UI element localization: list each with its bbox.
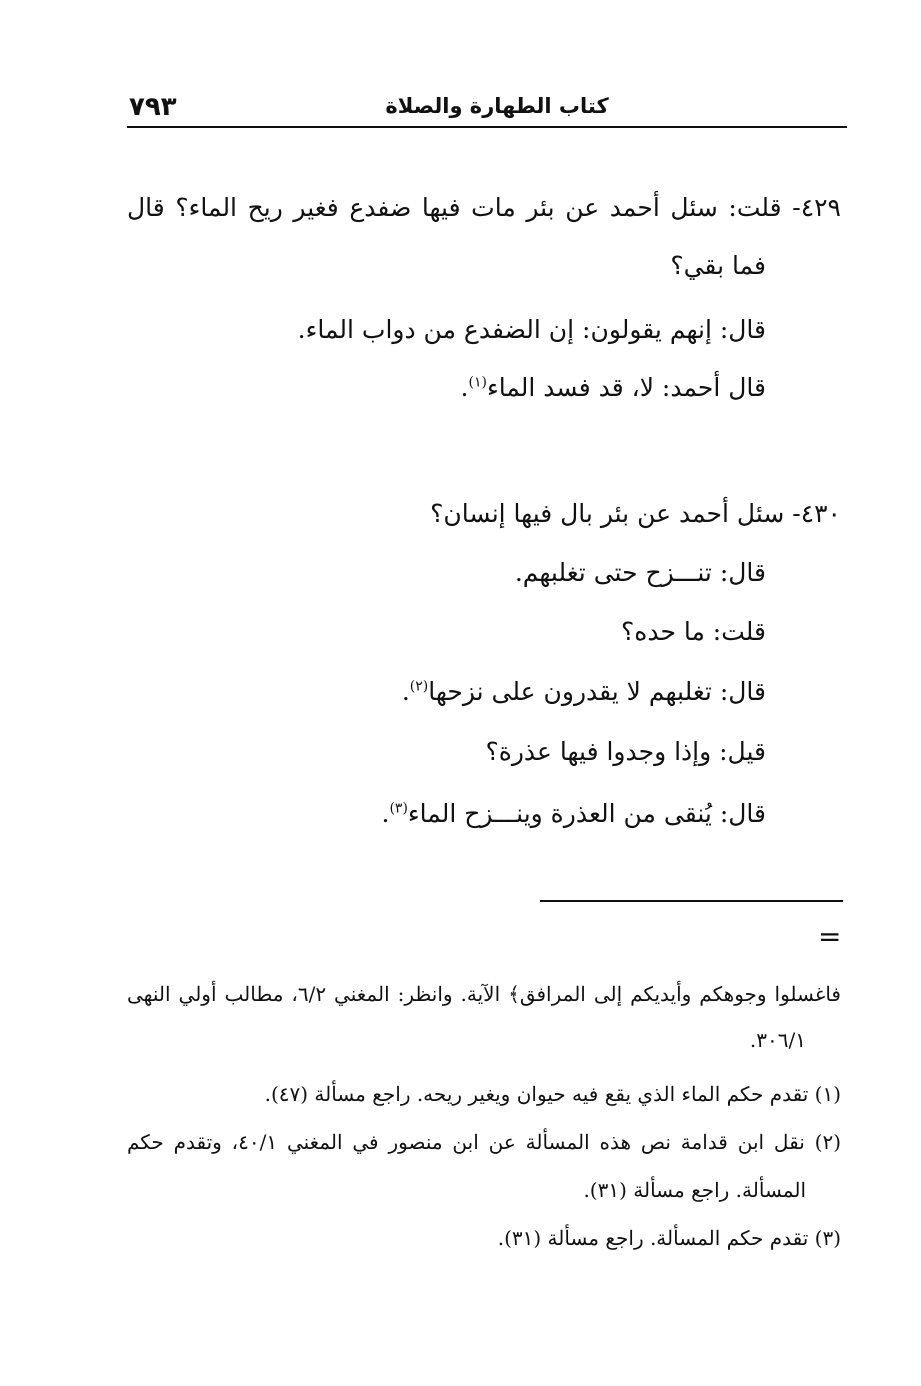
q429-line-4-end: . [460,373,469,402]
q430-line-3: قلت: ما حده؟ [620,617,766,646]
footnote-continuation-mark: = [818,920,842,953]
footnote-ref-3: (٣) [389,800,408,817]
q430-line-6-text: قال: يُنقى من العذرة وينـــزح الماء [407,799,766,828]
footnote-3: (٣) تقدم حكم المسألة. راجع مسألة (٣١). [497,1226,841,1250]
footnote-ref-1: (١) [468,374,487,391]
q430-line-4-end: . [401,677,410,706]
q429-line-1: ٤٢٩- قلت: سئل أحمد عن بئر مات فيها ضفدع فغير ريح الماء؟ قال [127,193,841,222]
q430-line-6 [381,794,766,834]
footnote-2-line-2: المسألة. راجع مسألة (٣١). [583,1178,806,1202]
q429-line-3: قال: إنهم يقولون: إن الضفدع من دواب الماء. [297,315,766,344]
q430-line-4 [402,672,766,712]
footnote-1: (١) تقدم حكم الماء الذي يقع فيه حيوان ويغير ريحه. راجع مسألة (٤٧). [264,1082,841,1106]
q430-line-5: قيل: وإذا وجدوا فيها عذرة؟ [485,737,766,766]
q429-line-2: فما بقي؟ [670,251,766,280]
page-number: ٧٩٣ [129,92,177,122]
q430-line-2: قال: تنـــزح حتى تغلبهم. [514,558,766,587]
page-header [127,92,847,128]
footnote-separator [540,900,843,902]
footnote-continuation-line-2: ٣٠٦/١. [749,1028,806,1052]
footnote-2-line-1: (٢) نقل ابن قدامة نص هذه المسألة عن ابن منصور في المغني ٤٠/١، وتقدم حكم [127,1130,841,1154]
q429-line-4-text: قال أحمد: لا، قد فسد الماء [486,373,766,402]
footnote-ref-2: (٢) [409,678,429,695]
footnote-continuation-line-1: فاغسلوا وجوهكم وأيديكم إلى المرافق﴾ الآية. وانظر: المغني ٦/٢، مطالب أولي النهى [127,982,841,1006]
q429-line-4 [461,368,766,408]
q430-line-6-end: . [381,799,390,828]
book-title: كتاب الطهارة والصلاة [385,94,609,118]
q430-line-1: ٤٣٠- سئل أحمد عن بئر بال فيها إنسان؟ [430,499,841,528]
q430-line-4-text: قال: تغلبهم لا يقدرون على نزحها [428,677,766,706]
